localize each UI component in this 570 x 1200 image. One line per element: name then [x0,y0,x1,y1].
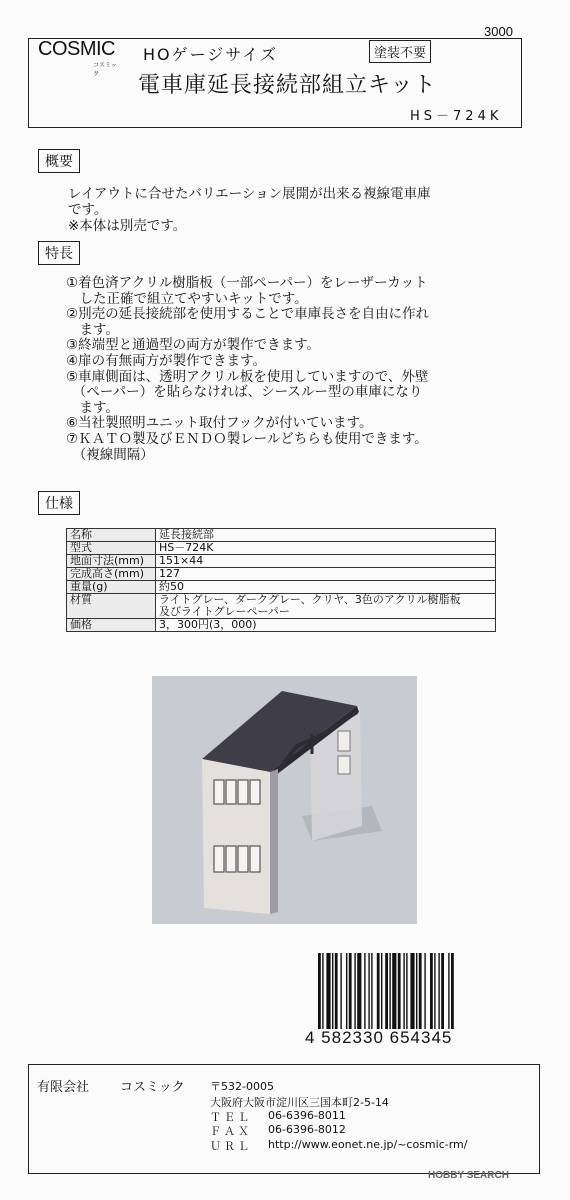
feature-line: （ペーパー）を貼らなければ、シースルー型の車庫になり [66,384,423,401]
barcode-bar [416,953,417,1029]
overview-line: ※本体は別売です。 [68,218,187,234]
address: 大阪府大阪市淀川区三国本町2-5-14 [210,1096,389,1109]
url-label: ＵＲＬ [210,1140,252,1153]
spec-key: 重量(g) [67,581,156,594]
table-row [67,568,496,581]
features-text [66,276,429,463]
feature-line: ⑤車庫側面は、透明アクリル板を使用していますので、外壁 [66,368,429,385]
barcode-bar [318,953,321,1029]
table-row [67,619,496,632]
feature-line: ③終端型と通過型の両方が製作できます。 [66,337,321,354]
brand-logo [38,38,118,78]
feature-line: ①着色済アクリル樹脂板（一部ペーパー）をレーザーカット [66,275,428,291]
fax-label: ＦＡＸ [210,1125,252,1138]
barcode-bar [368,953,369,1029]
spec-value [156,594,496,619]
feature-line: ②別売の延長接続部を使用することで車庫長さを自由に作れ [66,306,430,323]
feature-line: した正確で組立てやすいキットです。 [66,290,308,307]
spec-key: 材質 [67,594,156,619]
watermark: HOBBY SEARCH [428,1170,509,1181]
feature-line: （複線間隔） [66,446,154,463]
barcode-bar [385,953,388,1029]
spec-heading: 仕様 [38,491,80,515]
spec-key: 価格 [67,619,156,632]
feature-line: ⑥当社製照明ユニット取付フックが付いています。 [66,415,373,432]
scale-label: HOゲージサイズ [143,45,279,64]
feature-line: ④扉の有無両方が製作できます。 [66,352,267,369]
barcode-bar [392,953,396,1029]
overview-heading: 概要 [38,149,80,173]
barcode-bar [424,953,425,1029]
company-name: コスミック [120,1080,185,1095]
barcode [318,953,496,1029]
spec-value-line: ライトグレー、ダークグレー、クリヤ、3色のアクリル樹脂板 [159,593,461,606]
spec-value: 約50 [156,581,496,594]
barcode-bar [403,953,404,1029]
table-row [67,594,496,619]
barcode-bar [389,953,390,1029]
features-heading: 特長 [38,241,80,265]
barcode-bar [406,953,407,1029]
overview-text [68,186,431,234]
barcode-bar [354,953,355,1029]
fax-number: 06-6396-8012 [268,1123,346,1136]
spec-value: 151×44 [156,555,496,568]
barcode-bar [326,953,330,1029]
spec-value: 延長接続部 [156,529,496,542]
barcode-bar [340,953,341,1029]
table-row [67,581,496,594]
brand-sub: コスミック [93,62,117,78]
barcode-bar [357,953,361,1029]
spec-table [66,528,496,632]
spec-key: 名称 [67,529,156,542]
tel-label: ＴＥＬ [210,1111,252,1124]
feature-line: ⑦ＫＡＴＯ製及びＥＮＤＯ製レールどちらも使用できます。 [66,430,428,447]
barcode-bar [364,953,365,1029]
company-type: 有限会社 [37,1080,90,1095]
barcode-bar [335,953,338,1029]
barcode-bar [371,953,372,1029]
barcode-bar [322,953,323,1029]
product-title: 電車庫延長接続部組立キット [138,73,437,98]
spec-key: 地面寸法(mm) [67,555,156,568]
spec-value: 127 [156,568,496,581]
barcode-number: 4 582330 654345 [305,1028,453,1047]
no-paint-badge: 塗装不要 [369,40,431,63]
barcode-bar [377,953,380,1029]
overview-line: です。 [68,202,108,218]
postal-code: 〒532-0005 [210,1080,274,1093]
model-number: HS－724K [410,109,503,124]
product-photo [152,676,417,924]
feature-line: ます。 [66,321,119,338]
barcode-bar [346,953,347,1029]
barcode-bar [349,953,352,1029]
barcode-bar [441,953,444,1029]
product-code: 3000 [484,24,513,39]
table-row [67,529,496,542]
barcode-bar [381,953,382,1029]
table-row [67,542,496,555]
barcode-bar [434,953,435,1029]
brand-name: COSMIC [38,38,115,60]
spec-key: 完成高さ(mm) [67,568,156,581]
barcode-bar [430,953,433,1029]
spec-value-line: 及びライトグレーペーパー [159,605,290,618]
barcode-bar [332,953,333,1029]
barcode-bar [438,953,439,1029]
barcode-bar [419,953,422,1029]
spec-value: HS－724K [156,542,496,555]
tel-number: 06-6396-8011 [268,1109,346,1122]
feature-line: ます。 [66,399,119,416]
overview-line: レイアウトに合せたバリエーション展開が出来る複線電車庫 [68,186,431,202]
barcode-bar [410,953,414,1029]
engine-shed-illustration [152,676,417,924]
table-row [67,555,496,568]
barcode-bar [451,953,454,1029]
barcode-bar [448,953,449,1029]
spec-value: 3，300円(3，000) [156,619,496,632]
website-link[interactable]: http://www.eonet.ne.jp/~cosmic-rm/ [268,1138,468,1151]
barcode-bar [398,953,401,1029]
spec-key: 型式 [67,542,156,555]
